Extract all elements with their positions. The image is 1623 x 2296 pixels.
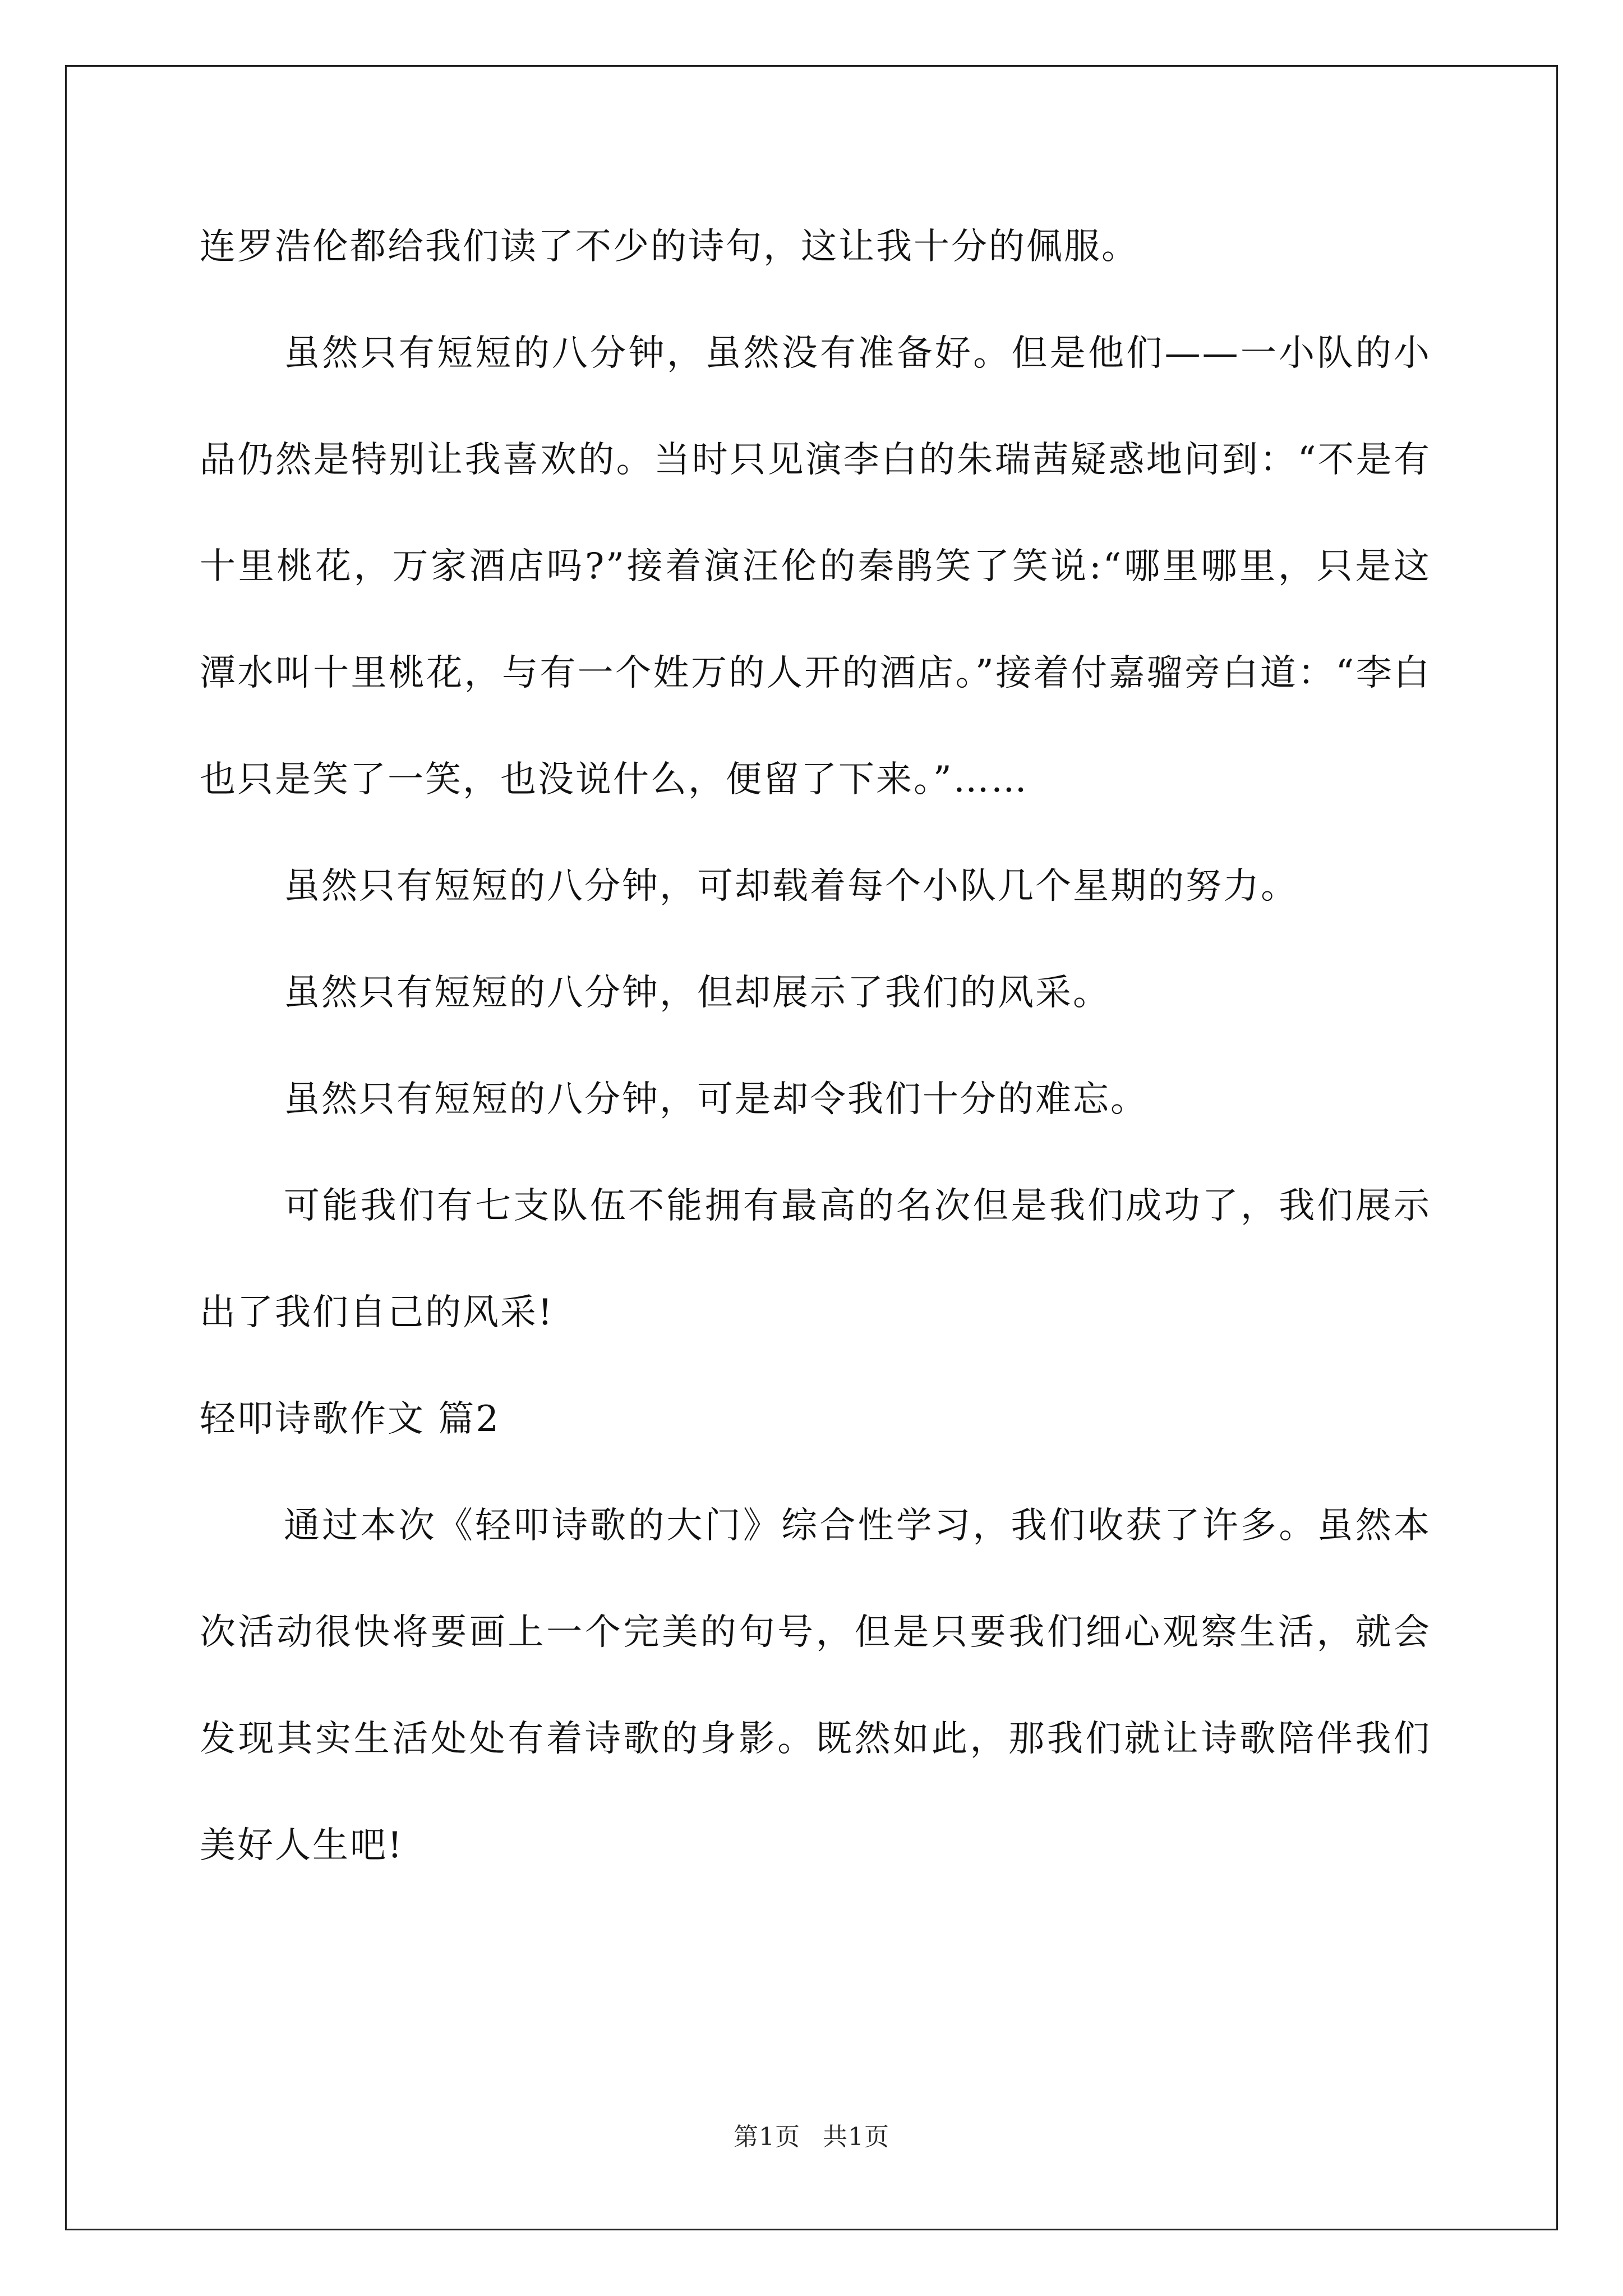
paragraph-2: 虽然只有短短的八分钟，虽然没有准备好。但是他们——一小队的小品仍然是特别让我喜欢的。当时只见演李白的朱瑞茜疑惑地问到：“不是有十里桃花，万家酒店吗?”接着演汪伦的秦鹃笑了笑说:“哪里哪里，只是这潭水叫十里桃花，与有一个姓万的人开的酒店。”接着付嘉骝旁白道：“李白也只是笑了一笑，也没说什么，便留了下来。”……	[200, 333, 1431, 800]
paragraph-5: 虽然只有短短的八分钟，可是却令我们十分的难忘。	[284, 1079, 1148, 1120]
paragraph-6: 可能我们有七支队伍不能拥有最高的名次但是我们成功了，我们展示出了我们自己的风采!	[200, 1185, 1431, 1333]
document-body	[200, 194, 1431, 1899]
paragraph-3: 虽然只有短短的八分钟，可却载着每个小队几个星期的努力。	[284, 866, 1298, 907]
paragraph-7: 通过本次《轻叩诗歌的大门》综合性学习，我们收获了许多。虽然本次活动很快将要画上一个完美的句号，但是只要我们细心观察生活，就会发现其实生活处处有着诗歌的身影。既然如此，那我们就让诗歌陪伴我们美好人生吧!	[200, 1505, 1431, 1866]
paragraph-4: 虽然只有短短的八分钟，但却展示了我们的风采。	[284, 972, 1110, 1014]
page-number-total: 共1页	[823, 2123, 889, 2151]
page-footer	[0, 2116, 1623, 2152]
paragraph-1: 连罗浩伦都给我们读了不少的诗句，这让我十分的佩服。	[200, 226, 1139, 268]
section-heading: 轻叩诗歌作文 篇2	[200, 1398, 501, 1440]
page-number-current: 第1页	[734, 2123, 800, 2151]
